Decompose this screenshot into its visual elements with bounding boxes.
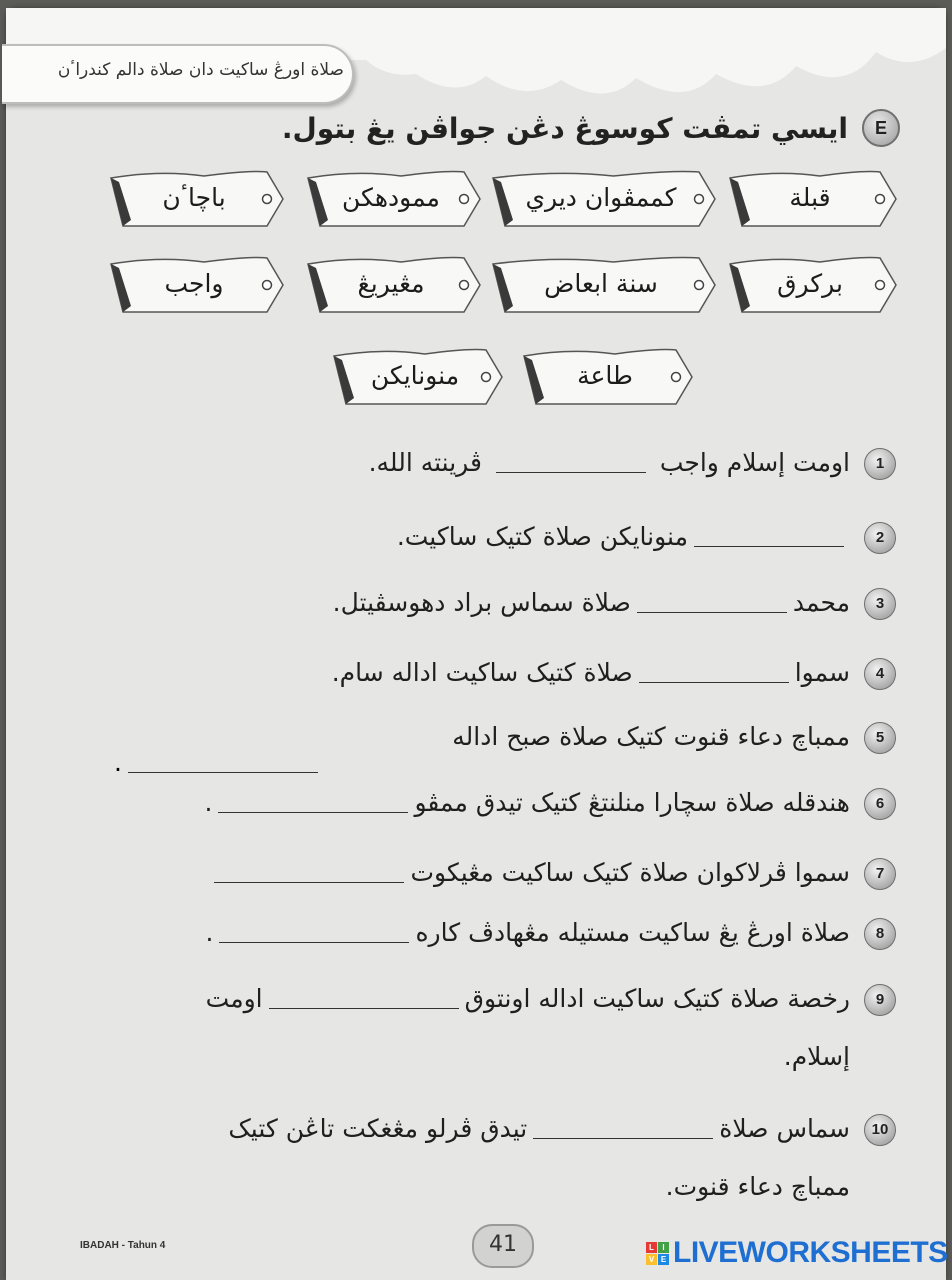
- card-hole-icon: [695, 195, 704, 204]
- liveworksheets-logo-icon: [646, 1242, 669, 1265]
- card-hole-icon: [876, 195, 885, 204]
- word-card-label: واجب: [164, 269, 224, 298]
- question-9: [114, 970, 894, 1086]
- question-text: محمد: [792, 588, 850, 617]
- word-card-label: ممودهکن: [342, 183, 440, 212]
- answer-blank[interactable]: [219, 926, 409, 943]
- word-card[interactable]: [487, 254, 717, 316]
- answer-blank[interactable]: [269, 992, 459, 1009]
- question-text: صلاة اورڠ يڠ ساکيت مستيله مڠهادڤ کاره: [415, 918, 850, 947]
- question-10: [114, 1100, 894, 1216]
- question-text: صلاة سماس براد دهوسڤيتل.: [332, 588, 631, 617]
- answer-blank[interactable]: [533, 1122, 713, 1139]
- question-text: ممباچ دعاء قنوت.: [665, 1172, 850, 1201]
- question-4: [174, 644, 894, 702]
- question-text: منونايکن صلاة کتيک ساکيت.: [396, 522, 688, 551]
- page-number: 41: [472, 1224, 534, 1268]
- answer-blank[interactable]: [214, 866, 404, 883]
- word-card[interactable]: [105, 168, 285, 230]
- question-text: .: [114, 748, 122, 777]
- question-6: [114, 774, 894, 832]
- word-card-label: طاعة: [577, 361, 633, 390]
- question-text: .: [204, 788, 213, 817]
- logo-letter: V: [646, 1254, 657, 1265]
- question-3: [174, 574, 894, 632]
- word-card-label: سنة ابعاض: [544, 269, 658, 298]
- question-number: 10: [864, 1114, 896, 1146]
- word-card-label: مڠيريڠ: [357, 269, 425, 298]
- question-text: تيدق ڤرلو مڠغکت تاڠن کتيک: [228, 1114, 528, 1143]
- question-number: 4: [864, 658, 896, 690]
- card-hole-icon: [460, 281, 469, 290]
- question-text: .: [205, 918, 214, 947]
- word-card-label: برکرق: [777, 269, 843, 298]
- card-hole-icon: [695, 281, 704, 290]
- question-2: [254, 508, 894, 566]
- word-card[interactable]: [518, 346, 694, 408]
- answer-blank[interactable]: [694, 530, 844, 547]
- card-hole-icon: [482, 373, 491, 382]
- question-text: سماس صلاة: [719, 1114, 850, 1143]
- question-number: 5: [864, 722, 896, 754]
- question-text: رخصة صلاة کتيک ساکيت اداله اونتوق: [464, 984, 850, 1013]
- question-7: [114, 844, 894, 902]
- answer-blank[interactable]: [637, 596, 787, 613]
- liveworksheets-watermark: [646, 1236, 948, 1270]
- question-number: 7: [864, 858, 896, 890]
- question-1: [254, 434, 894, 492]
- answer-blank[interactable]: [639, 666, 789, 683]
- question-text: سموا: [794, 658, 850, 687]
- question-number: 2: [864, 522, 896, 554]
- word-card-label: منونايکن: [370, 361, 460, 390]
- card-hole-icon: [460, 195, 469, 204]
- word-card-label: قبلة: [789, 183, 831, 212]
- question-number: 9: [864, 984, 896, 1016]
- question-text: ممباچ دعاء قنوت کتيک صلاة صبح اداله: [452, 722, 850, 751]
- card-hole-icon: [263, 195, 272, 204]
- section-header: [282, 106, 900, 150]
- footer-book-title: IBADAH - Tahun 4: [80, 1240, 166, 1251]
- card-hole-icon: [672, 373, 681, 382]
- word-card[interactable]: [724, 254, 898, 316]
- logo-letter: L: [646, 1242, 657, 1253]
- word-card[interactable]: [328, 346, 504, 408]
- answer-blank[interactable]: [218, 796, 408, 813]
- question-text: صلاة کتيک ساکيت اداله سام.: [331, 658, 633, 687]
- question-number: 1: [864, 448, 896, 480]
- word-card-label: باچاٴن: [162, 183, 226, 212]
- question-number: 3: [864, 588, 896, 620]
- section-badge: E: [862, 109, 900, 147]
- question-text: هندقله صلاة سچارا منلنتڠ کتيک تيدق ممڤو: [414, 788, 850, 817]
- word-card-label: کممڤوان ديري: [525, 183, 677, 212]
- question-text: إسلام.: [783, 1042, 850, 1071]
- section-instruction: ايسي تمڤت کوسوڠ دڠن جواڤن يڠ بتول.: [281, 111, 848, 145]
- word-card[interactable]: [724, 168, 898, 230]
- question-number: 6: [864, 788, 896, 820]
- word-card[interactable]: [105, 254, 285, 316]
- question-number: 8: [864, 918, 896, 950]
- answer-blank[interactable]: [496, 456, 646, 473]
- liveworksheets-brand: LIVEWORKSHEETS: [673, 1236, 948, 1269]
- logo-letter: E: [658, 1254, 669, 1265]
- word-card[interactable]: [487, 168, 717, 230]
- question-text: سموا ڤرلاکوان صلاة کتيک ساکيت مڠيکوت: [410, 858, 850, 887]
- answer-blank[interactable]: [128, 756, 318, 773]
- word-card[interactable]: [302, 168, 482, 230]
- word-card[interactable]: [302, 254, 482, 316]
- logo-letter: I: [658, 1242, 669, 1253]
- question-8: [114, 904, 894, 962]
- question-5: [114, 708, 894, 777]
- question-text: ڤرينته الله.: [368, 448, 482, 477]
- question-text: اومت: [205, 984, 263, 1013]
- chapter-title: صلاة اورڠ ساکيت دان صلاة دالم کندراٴن: [57, 60, 344, 80]
- card-hole-icon: [876, 281, 885, 290]
- question-text: اومت إسلام واجب: [659, 448, 850, 477]
- card-hole-icon: [263, 281, 272, 290]
